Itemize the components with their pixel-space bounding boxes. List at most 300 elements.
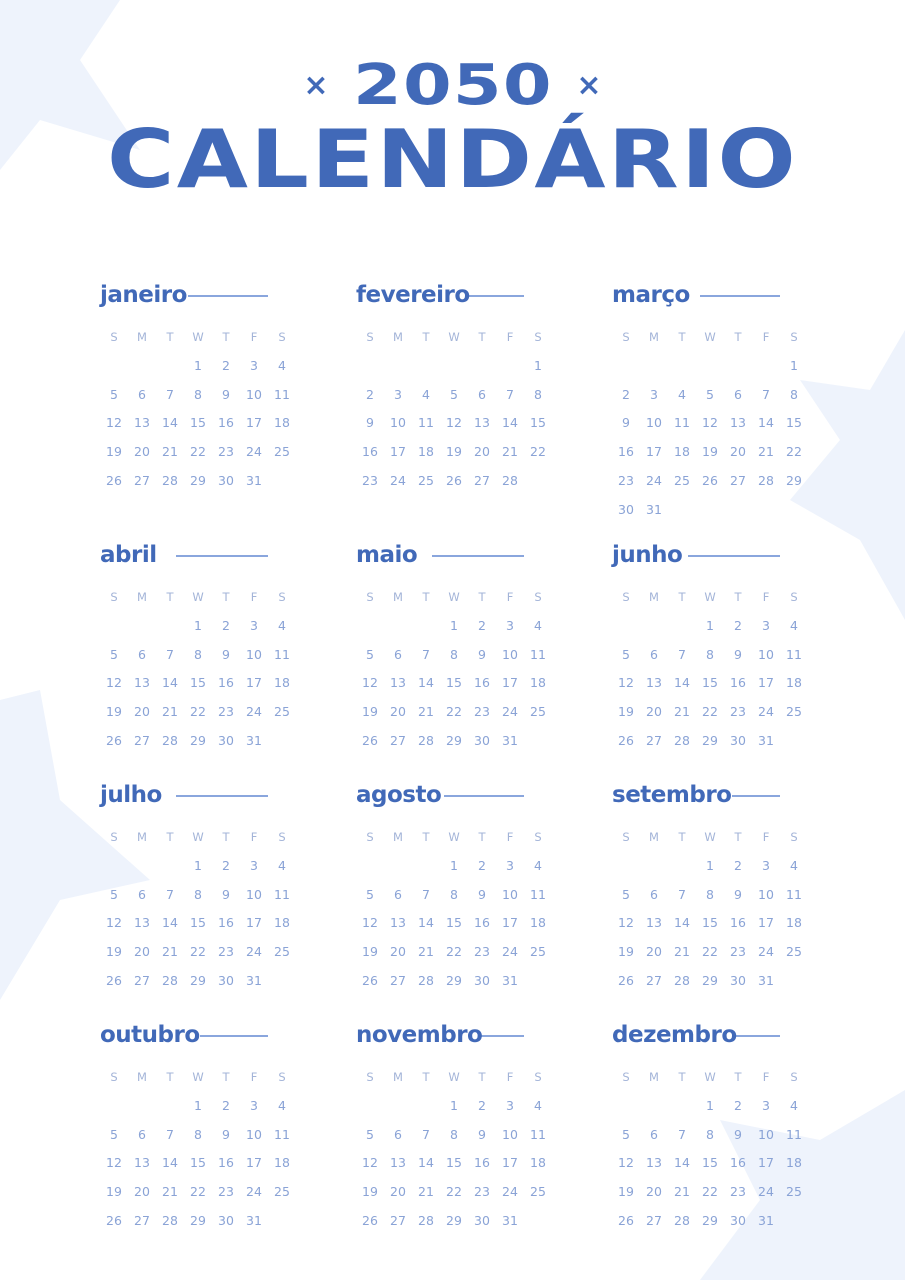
empty-day-cell: [640, 852, 668, 881]
month-block-7: [356, 780, 556, 988]
weekday-label: F: [506, 590, 514, 604]
day-cell: 1: [194, 357, 202, 373]
day-cell: 19: [362, 704, 378, 720]
empty-day-cell: [412, 1092, 440, 1121]
weekday-label: F: [506, 330, 514, 344]
day-cell: 14: [502, 415, 518, 431]
day-cell: 21: [418, 1184, 434, 1200]
day-cell: 11: [274, 386, 290, 402]
month-block-8: [612, 780, 812, 988]
empty-day-cell: [496, 352, 524, 381]
day-cell: 4: [678, 386, 686, 402]
day-cell: 20: [390, 704, 406, 720]
day-cell: 21: [758, 444, 774, 460]
day-cell: 11: [274, 886, 290, 902]
day-cell: 9: [478, 646, 486, 662]
day-cell: 17: [246, 415, 262, 431]
month-divider-line: [176, 795, 268, 797]
day-cell: 4: [278, 1097, 286, 1113]
day-cell: 26: [362, 1212, 378, 1228]
day-cell: 24: [502, 704, 518, 720]
empty-day-cell: [668, 1092, 696, 1121]
day-cell: 26: [618, 972, 634, 988]
day-cell: 28: [418, 972, 434, 988]
weekday-label: W: [448, 1070, 460, 1084]
day-cell: 25: [274, 1184, 290, 1200]
day-cell: 13: [134, 415, 150, 431]
day-cell: 26: [702, 472, 718, 488]
day-cell: 26: [362, 732, 378, 748]
day-cell: 2: [222, 617, 230, 633]
day-cell: 27: [646, 1212, 662, 1228]
day-cell: 31: [758, 972, 774, 988]
month-divider-line: [468, 295, 524, 297]
day-cell: 12: [618, 1155, 634, 1171]
day-cell: 24: [758, 1184, 774, 1200]
day-cell: 20: [474, 444, 490, 460]
day-cell: 24: [246, 444, 262, 460]
day-cell: 16: [730, 915, 746, 931]
empty-day-cell: [100, 612, 128, 641]
weekday-label: S: [622, 1070, 630, 1084]
day-cell: 15: [190, 915, 206, 931]
day-cell: 24: [246, 944, 262, 960]
day-cell: 16: [474, 915, 490, 931]
month-divider-line: [176, 555, 268, 557]
month-header: [612, 540, 812, 570]
day-cell: 19: [362, 944, 378, 960]
day-cell: 24: [390, 472, 406, 488]
day-cell: 13: [646, 675, 662, 691]
day-cell: 6: [394, 886, 402, 902]
day-cell: 18: [786, 675, 802, 691]
day-cell: 19: [618, 944, 634, 960]
day-cell: 11: [530, 886, 546, 902]
day-cell: 31: [246, 732, 262, 748]
day-cell: 29: [702, 972, 718, 988]
day-cell: 23: [218, 704, 234, 720]
empty-day-cell: [156, 612, 184, 641]
weekday-label: S: [534, 330, 542, 344]
month-divider-line: [444, 795, 524, 797]
day-cell: 3: [506, 617, 514, 633]
day-cell: 22: [702, 944, 718, 960]
day-cell: 22: [446, 944, 462, 960]
day-cell: 15: [530, 415, 546, 431]
weekday-label: S: [278, 1070, 286, 1084]
day-cell: 1: [450, 857, 458, 873]
day-cell: 22: [702, 704, 718, 720]
empty-day-cell: [100, 852, 128, 881]
day-cell: 31: [502, 972, 518, 988]
day-cell: 16: [730, 675, 746, 691]
day-cell: 8: [706, 646, 714, 662]
day-cell: 16: [218, 1155, 234, 1171]
empty-day-cell: [100, 1092, 128, 1121]
day-cell: 5: [706, 386, 714, 402]
day-cell: 26: [446, 472, 462, 488]
day-cell: 27: [134, 732, 150, 748]
weekday-label: T: [422, 330, 430, 344]
weekday-label: W: [448, 590, 460, 604]
day-cell: 18: [786, 1155, 802, 1171]
day-cell: 31: [758, 732, 774, 748]
day-cell: 27: [134, 972, 150, 988]
month-name: maio: [356, 542, 418, 568]
day-cell: 3: [394, 386, 402, 402]
weekday-label: F: [250, 830, 258, 844]
weekday-label: T: [422, 1070, 430, 1084]
day-cell: 19: [106, 704, 122, 720]
month-day-grid: [356, 1063, 552, 1236]
day-cell: 25: [786, 944, 802, 960]
day-cell: 14: [674, 1155, 690, 1171]
day-cell: 29: [702, 732, 718, 748]
day-cell: 22: [446, 1184, 462, 1200]
day-cell: 4: [278, 617, 286, 633]
day-cell: 30: [474, 1212, 490, 1228]
day-cell: 27: [646, 732, 662, 748]
day-cell: 16: [618, 444, 634, 460]
day-cell: 3: [506, 1097, 514, 1113]
day-cell: 29: [190, 1212, 206, 1228]
day-cell: 26: [362, 972, 378, 988]
weekday-label: S: [790, 590, 798, 604]
day-cell: 23: [730, 704, 746, 720]
day-cell: 2: [222, 357, 230, 373]
day-cell: 8: [706, 1126, 714, 1142]
day-cell: 15: [702, 675, 718, 691]
day-cell: 30: [218, 1212, 234, 1228]
day-cell: 1: [706, 1097, 714, 1113]
day-cell: 9: [222, 886, 230, 902]
month-divider-line: [700, 295, 780, 297]
day-cell: 11: [530, 646, 546, 662]
day-cell: 7: [762, 386, 770, 402]
day-cell: 20: [646, 704, 662, 720]
day-cell: 31: [646, 501, 662, 517]
day-cell: 29: [190, 472, 206, 488]
day-cell: 1: [706, 617, 714, 633]
day-cell: 27: [390, 972, 406, 988]
month-header: [612, 780, 812, 810]
cross-mark-icon: ×: [303, 68, 329, 103]
day-cell: 23: [730, 1184, 746, 1200]
empty-day-cell: [412, 352, 440, 381]
day-cell: 1: [194, 617, 202, 633]
day-cell: 5: [366, 886, 374, 902]
weekday-label: F: [506, 1070, 514, 1084]
day-cell: 27: [646, 972, 662, 988]
day-cell: 10: [502, 886, 518, 902]
weekday-label: S: [622, 330, 630, 344]
weekday-label: W: [192, 830, 204, 844]
day-cell: 11: [418, 415, 434, 431]
month-header: [612, 1020, 812, 1050]
empty-day-cell: [156, 1092, 184, 1121]
day-cell: 7: [678, 646, 686, 662]
day-cell: 4: [534, 1097, 542, 1113]
day-cell: 12: [362, 1155, 378, 1171]
day-cell: 7: [166, 886, 174, 902]
empty-day-cell: [384, 852, 412, 881]
day-cell: 21: [674, 944, 690, 960]
day-cell: 19: [106, 944, 122, 960]
day-cell: 25: [274, 944, 290, 960]
day-cell: 8: [194, 386, 202, 402]
day-cell: 16: [730, 1155, 746, 1171]
day-cell: 22: [190, 444, 206, 460]
day-cell: 18: [274, 915, 290, 931]
day-cell: 9: [622, 415, 630, 431]
empty-day-cell: [356, 352, 384, 381]
day-cell: 14: [162, 915, 178, 931]
day-cell: 28: [502, 472, 518, 488]
day-cell: 22: [190, 704, 206, 720]
day-cell: 5: [622, 646, 630, 662]
day-cell: 8: [706, 886, 714, 902]
day-cell: 22: [530, 444, 546, 460]
weekday-label: W: [192, 1070, 204, 1084]
month-block-9: [100, 1020, 300, 1228]
day-cell: 1: [194, 1097, 202, 1113]
weekday-label: W: [192, 330, 204, 344]
empty-day-cell: [128, 612, 156, 641]
day-cell: 23: [474, 1184, 490, 1200]
day-cell: 1: [706, 857, 714, 873]
month-day-grid: [100, 823, 296, 996]
month-day-grid: [100, 1063, 296, 1236]
day-cell: 11: [274, 646, 290, 662]
day-cell: 2: [478, 857, 486, 873]
day-cell: 7: [422, 886, 430, 902]
weekday-label: S: [790, 330, 798, 344]
empty-day-cell: [440, 352, 468, 381]
day-cell: 31: [246, 972, 262, 988]
day-cell: 19: [702, 444, 718, 460]
empty-day-cell: [384, 352, 412, 381]
day-cell: 17: [758, 1155, 774, 1171]
day-cell: 15: [786, 415, 802, 431]
weekday-label: W: [192, 590, 204, 604]
day-cell: 28: [418, 732, 434, 748]
weekday-label: S: [534, 590, 542, 604]
weekday-label: S: [110, 330, 118, 344]
day-cell: 14: [418, 1155, 434, 1171]
day-cell: 2: [734, 857, 742, 873]
empty-day-cell: [612, 352, 640, 381]
day-cell: 19: [106, 1184, 122, 1200]
month-header: [100, 1020, 300, 1050]
day-cell: 27: [730, 472, 746, 488]
weekday-label: S: [534, 830, 542, 844]
day-cell: 20: [646, 1184, 662, 1200]
day-cell: 6: [734, 386, 742, 402]
weekday-label: S: [790, 830, 798, 844]
day-cell: 16: [218, 915, 234, 931]
weekday-label: T: [222, 590, 230, 604]
day-cell: 8: [450, 886, 458, 902]
day-cell: 21: [502, 444, 518, 460]
day-cell: 29: [446, 1212, 462, 1228]
day-cell: 10: [758, 886, 774, 902]
day-cell: 9: [734, 646, 742, 662]
day-cell: 9: [734, 886, 742, 902]
day-cell: 23: [218, 944, 234, 960]
day-cell: 10: [246, 1126, 262, 1142]
day-cell: 29: [446, 732, 462, 748]
day-cell: 15: [446, 915, 462, 931]
day-cell: 20: [134, 704, 150, 720]
empty-day-cell: [128, 852, 156, 881]
month-block-2: [612, 280, 812, 517]
month-day-grid: [356, 583, 552, 756]
day-cell: 20: [390, 1184, 406, 1200]
weekday-label: F: [506, 830, 514, 844]
day-cell: 2: [734, 617, 742, 633]
month-divider-line: [432, 555, 524, 557]
day-cell: 24: [758, 704, 774, 720]
day-cell: 5: [622, 1126, 630, 1142]
month-name: agosto: [356, 782, 442, 808]
empty-day-cell: [752, 352, 780, 381]
day-cell: 23: [218, 444, 234, 460]
day-cell: 14: [418, 915, 434, 931]
month-day-grid: [356, 323, 552, 496]
weekday-label: M: [393, 590, 403, 604]
page-title: CALENDÁRIO: [106, 113, 799, 206]
day-cell: 6: [650, 886, 658, 902]
day-cell: 23: [730, 944, 746, 960]
month-block-4: [356, 540, 556, 748]
day-cell: 1: [534, 357, 542, 373]
day-cell: 8: [194, 1126, 202, 1142]
empty-day-cell: [612, 612, 640, 641]
empty-day-cell: [640, 1092, 668, 1121]
day-cell: 9: [222, 1126, 230, 1142]
weekday-label: M: [393, 330, 403, 344]
empty-day-cell: [668, 852, 696, 881]
month-block-3: [100, 540, 300, 748]
weekday-label: T: [734, 330, 742, 344]
weekday-label: T: [222, 1070, 230, 1084]
day-cell: 13: [730, 415, 746, 431]
day-cell: 28: [758, 472, 774, 488]
day-cell: 4: [278, 857, 286, 873]
day-cell: 14: [418, 675, 434, 691]
day-cell: 25: [274, 444, 290, 460]
day-cell: 29: [446, 972, 462, 988]
day-cell: 6: [394, 1126, 402, 1142]
weekday-label: S: [366, 830, 374, 844]
weekday-label: T: [422, 830, 430, 844]
day-cell: 31: [246, 472, 262, 488]
day-cell: 25: [418, 472, 434, 488]
weekday-label: S: [366, 590, 374, 604]
empty-day-cell: [356, 1092, 384, 1121]
day-cell: 11: [786, 646, 802, 662]
day-cell: 15: [190, 675, 206, 691]
day-cell: 30: [218, 472, 234, 488]
day-cell: 7: [422, 1126, 430, 1142]
day-cell: 13: [134, 915, 150, 931]
day-cell: 7: [166, 386, 174, 402]
day-cell: 30: [618, 501, 634, 517]
day-cell: 4: [790, 1097, 798, 1113]
weekday-label: T: [478, 1070, 486, 1084]
weekday-label: T: [678, 1070, 686, 1084]
day-cell: 3: [250, 857, 258, 873]
weekday-label: W: [704, 590, 716, 604]
day-cell: 8: [450, 1126, 458, 1142]
day-cell: 7: [166, 1126, 174, 1142]
day-cell: 12: [106, 915, 122, 931]
month-divider-line: [188, 295, 268, 297]
day-cell: 7: [422, 646, 430, 662]
day-cell: 9: [222, 386, 230, 402]
month-divider-line: [480, 1035, 524, 1037]
day-cell: 28: [162, 732, 178, 748]
day-cell: 17: [390, 444, 406, 460]
day-cell: 26: [106, 1212, 122, 1228]
day-cell: 9: [222, 646, 230, 662]
day-cell: 17: [758, 915, 774, 931]
day-cell: 1: [450, 1097, 458, 1113]
day-cell: 17: [502, 1155, 518, 1171]
day-cell: 6: [650, 1126, 658, 1142]
day-cell: 14: [162, 415, 178, 431]
day-cell: 21: [162, 1184, 178, 1200]
day-cell: 5: [366, 1126, 374, 1142]
month-name: fevereiro: [356, 282, 470, 308]
day-cell: 13: [134, 1155, 150, 1171]
day-cell: 17: [246, 1155, 262, 1171]
weekday-label: F: [250, 1070, 258, 1084]
weekday-label: T: [678, 830, 686, 844]
month-day-grid: [612, 583, 808, 756]
day-cell: 5: [450, 386, 458, 402]
day-cell: 14: [674, 915, 690, 931]
day-cell: 26: [618, 732, 634, 748]
day-cell: 6: [138, 886, 146, 902]
weekday-label: T: [166, 330, 174, 344]
day-cell: 1: [194, 857, 202, 873]
day-cell: 5: [366, 646, 374, 662]
day-cell: 13: [390, 675, 406, 691]
day-cell: 3: [250, 1097, 258, 1113]
day-cell: 28: [162, 972, 178, 988]
day-cell: 17: [246, 675, 262, 691]
day-cell: 14: [162, 1155, 178, 1171]
day-cell: 21: [674, 1184, 690, 1200]
day-cell: 18: [274, 1155, 290, 1171]
day-cell: 4: [790, 857, 798, 873]
month-name: janeiro: [100, 282, 187, 308]
day-cell: 25: [530, 704, 546, 720]
day-cell: 18: [530, 675, 546, 691]
month-name: outubro: [100, 1022, 200, 1048]
month-name: novembro: [356, 1022, 483, 1048]
month-day-grid: [100, 323, 296, 496]
day-cell: 2: [222, 1097, 230, 1113]
day-cell: 10: [646, 415, 662, 431]
day-cell: 24: [502, 944, 518, 960]
day-cell: 31: [758, 1212, 774, 1228]
day-cell: 18: [530, 915, 546, 931]
day-cell: 5: [110, 386, 118, 402]
day-cell: 23: [474, 944, 490, 960]
empty-day-cell: [640, 352, 668, 381]
